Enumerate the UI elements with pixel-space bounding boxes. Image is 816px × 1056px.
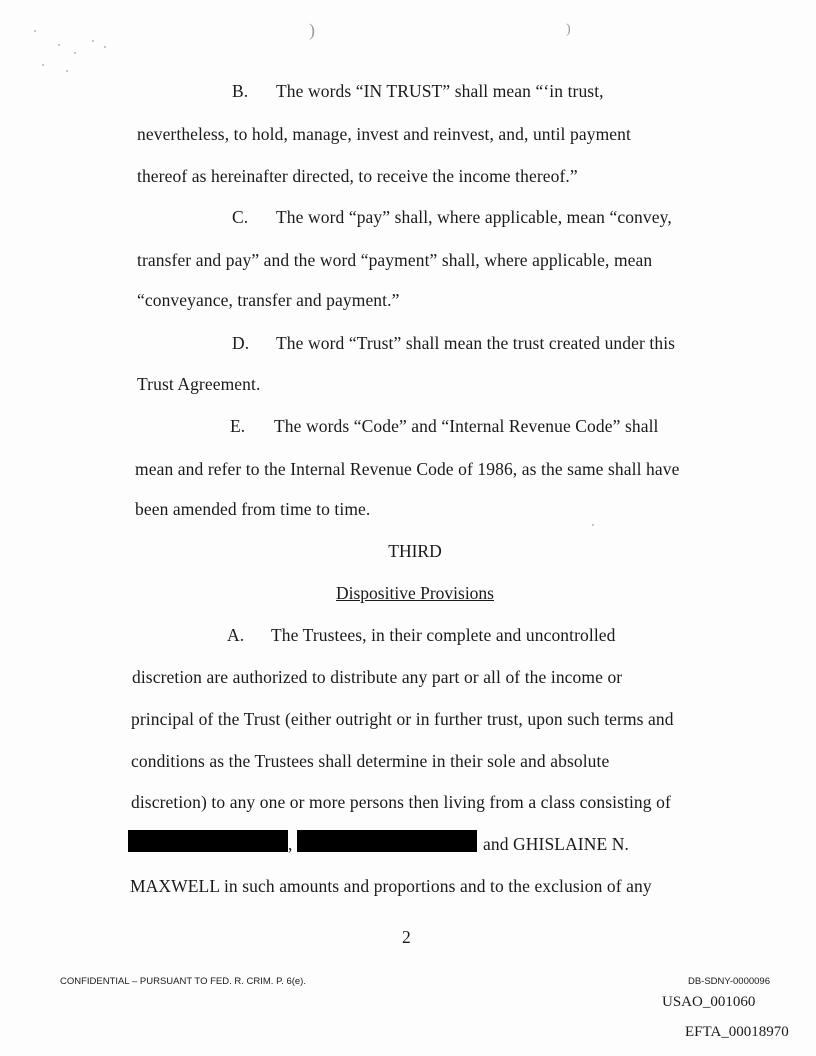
redaction-block-1 (128, 830, 288, 852)
scan-speck (592, 524, 594, 526)
scan-speck (34, 30, 36, 32)
db-sdny-bates: DB-SDNY-0000096 (687, 976, 770, 987)
paragraph-a-line-7: MAXWELL in such amounts and proportions and to the exclusion of any (130, 876, 652, 896)
paragraph-d-marker: D. (232, 333, 250, 353)
scan-speck (74, 52, 76, 54)
paragraph-a-line-6-tail: and GHISLAINE N. (483, 834, 629, 854)
scan-artifact-right: ) (566, 22, 571, 37)
paragraph-b-line-1 (232, 81, 604, 102)
scan-artifact-left: ) (309, 20, 315, 40)
paragraph-e-line-3: been amended from time to time. (135, 499, 371, 519)
article-heading: THIRD (388, 541, 442, 561)
paragraph-a-line-2: discretion are authorized to distribute any part or all of the income or (132, 667, 623, 687)
paragraph-e-line-2: mean and refer to the Internal Revenue Code of 1986, as the same shall have (135, 459, 680, 479)
scan-speck (42, 64, 44, 66)
paragraph-a-line-3: principal of the Trust (either outright or in further trust, upon such terms and (131, 709, 674, 729)
paragraph-d-line-1 (232, 333, 675, 354)
paragraph-e-marker: E. (230, 416, 246, 436)
paragraph-b-text-1: The words “IN TRUST” shall mean “‘in trust, (276, 81, 604, 101)
paragraph-c-line-3: “conveyance, transfer and payment.” (137, 290, 400, 310)
confidentiality-notice: CONFIDENTIAL – PURSUANT TO FED. R. CRIM. P. 6(e). (60, 976, 306, 987)
paragraph-a-line-4: conditions as the Trustees shall determine in their sole and absolute (131, 751, 610, 771)
paragraph-a-text-1: The Trustees, in their complete and uncontrolled (271, 625, 616, 645)
paragraph-a-line-5: discretion) to any one or more persons then living from a class consisting of (131, 792, 671, 812)
paragraph-e-text-1: The words “Code” and “Internal Revenue Code” shall (274, 416, 659, 436)
scan-speck (92, 40, 94, 42)
scan-speck (104, 46, 106, 48)
paragraph-c-marker: C. (232, 207, 249, 227)
paragraph-c-line-2: transfer and pay” and the word “payment” shall, where applicable, mean (137, 250, 653, 270)
paragraph-d-text-1: The word “Trust” shall mean the trust created under this (276, 333, 676, 353)
paragraph-a-line-1 (227, 625, 616, 646)
paragraph-b-marker: B. (232, 81, 249, 101)
page-number: 2 (402, 927, 411, 947)
paragraph-e-line-1 (230, 416, 659, 437)
scan-speck (58, 44, 60, 46)
paragraph-c-line-1 (232, 207, 672, 228)
redaction-block-2 (297, 830, 477, 852)
paragraph-d-line-2: Trust Agreement. (137, 374, 261, 394)
redaction-comma: , (288, 834, 293, 854)
paragraph-a-marker: A. (227, 625, 245, 645)
paragraph-b-line-2: nevertheless, to hold, manage, invest and reinvest, and, until payment (137, 124, 631, 144)
article-subheading (7, 583, 816, 604)
usao-bates: USAO_001060 (662, 994, 756, 1010)
article-subheading-text: Dispositive Provisions (335, 583, 494, 603)
paragraph-c-text-1: The word “pay” shall, where applicable, mean “convey, (276, 207, 672, 227)
paragraph-b-line-3: thereof as hereinafter directed, to receive the income thereof.” (137, 166, 578, 186)
scan-speck (66, 70, 68, 72)
efta-bates: EFTA_00018970 (685, 1024, 789, 1040)
